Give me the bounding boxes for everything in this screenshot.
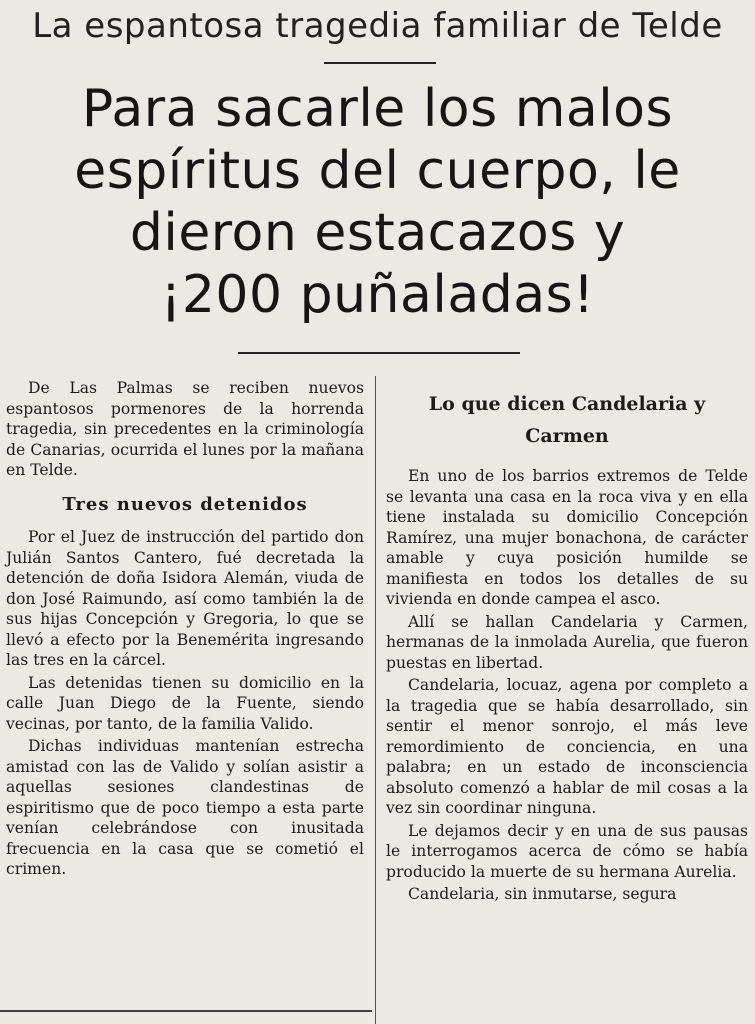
subhead-line: Lo que dicen Candelaria y — [428, 393, 706, 415]
article-paragraph: Las detenidas tienen su domicilio en la calle Juan Diego de la Fuente, siendo vecinas, por tanto, de la familia Valido. — [6, 673, 364, 733]
article-paragraph: Candelaria, locuaz, agena por completo a la tragedia que se había desarrollado, sin sentir el menor sonrojo, el más leve remordimiento de conciencia, en una palabra; en un estado de inconsciencia absoluto comenzó a hablar de mil cosas a la vez sin coordinar ninguna. — [386, 676, 748, 817]
subhead-line: Carmen — [525, 425, 609, 447]
column-divider — [375, 376, 376, 1024]
headline-line: espíritus del cuerpo, le — [74, 141, 681, 201]
article-paragraph: Candelaria, sin inmutarse, segura — [408, 885, 677, 903]
article-paragraph: Le dejamos decir y en una de sus pausas le interrogamos acerca de cómo se había producido la muerte de su hermana Aurelia. — [386, 821, 748, 881]
headline-line: dieron estacazos y — [129, 203, 626, 263]
kicker-title: La espantosa tragedia familiar de Telde — [32, 6, 723, 46]
headline — [0, 78, 755, 326]
article-paragraph: En uno de los barrios extremos de Telde se levanta una casa en la roca viva y en ella tiene instalada su domicilio Concepción Ramírez, una mujer bonachona, de carácter amable y cuya posición humilde se manifiesta en todos los detalles de su vivienda en donde campea el asco. — [386, 467, 748, 608]
kicker-divider — [324, 62, 436, 64]
bottom-divider — [0, 1010, 372, 1012]
intro-paragraph: De Las Palmas se reciben nuevos espantosos pormenores de la horrenda tragedia, sin precedentes en la criminología de Canarias, ocurrida el lunes por la mañana en Telde. — [6, 379, 364, 479]
headline-line: Para sacarle los malos — [81, 79, 674, 139]
right-column — [386, 388, 748, 907]
article-paragraph: Dichas individuas mantenían estrecha amistad con las de Valido y solían asistir a aquellas sesiones clandestinas de espiritismo que de poco tiempo a esta parte venían celebrándose con inusitada frecuencia en la casa que se cometió el crimen. — [6, 737, 364, 878]
section-subhead: Tres nuevos detenidos — [62, 493, 308, 515]
left-column — [6, 378, 364, 882]
section-subhead — [386, 388, 748, 452]
article-paragraph: Por el Juez de instrucción del partido don Julián Santos Cantero, fué decretada la detención de doña Isidora Alemán, viuda de don José Raimundo, así como también la de sus hijas Concepción y Gregoria, lo que se llevó a efecto por la Benemérita ingresando las tres en la cárcel. — [6, 528, 364, 669]
headline-divider — [238, 352, 520, 354]
article-paragraph: Allí se hallan Candelaria y Carmen, hermanas de la inmolada Aurelia, que fueron puestas en libertad. — [386, 612, 748, 672]
headline-line: ¡200 puñaladas! — [160, 265, 595, 325]
